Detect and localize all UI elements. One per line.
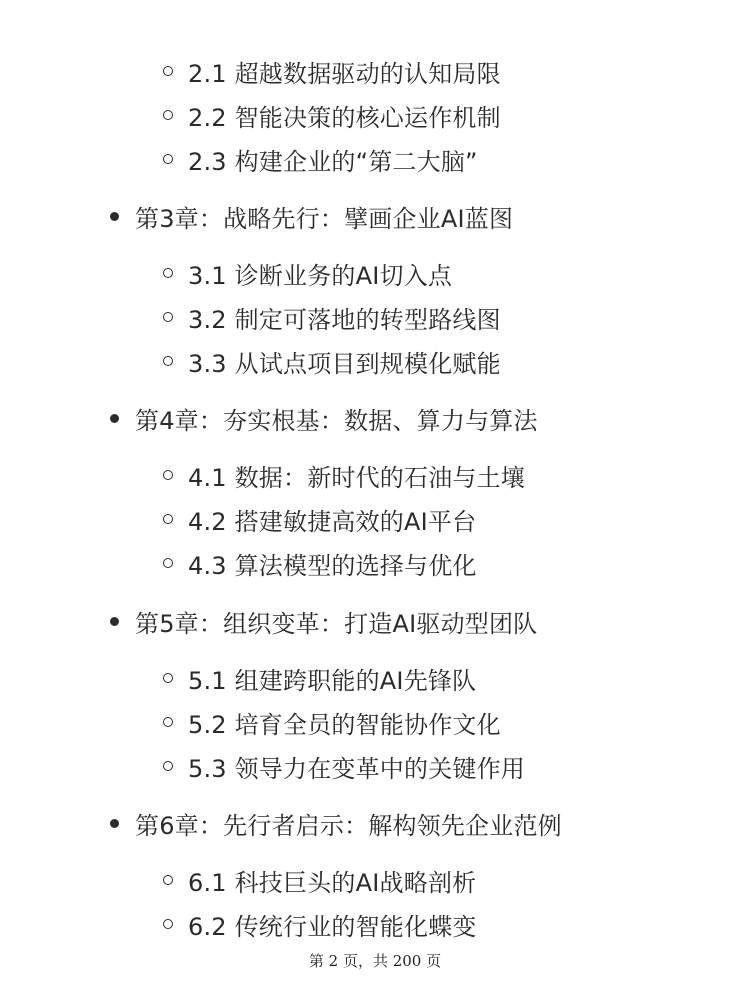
toc-item-text: 第4章：夯实根基：数据、算力与算法 [135, 406, 538, 435]
circle-bullet-icon [163, 875, 173, 885]
toc-section-3-3 [163, 341, 501, 381]
toc-section-6-1 [163, 860, 476, 900]
toc-section-6-2 [163, 904, 477, 944]
toc-item-text: 4.3 算法模型的选择与优化 [188, 551, 477, 580]
toc-chapter-3 [110, 196, 513, 236]
toc-section-5-2 [163, 702, 501, 742]
circle-bullet-icon [163, 154, 173, 164]
toc-item-text: 3.1 诊断业务的AI切入点 [188, 261, 453, 290]
toc-section-2-1 [163, 51, 501, 91]
toc-item-text: 2.3 构建企业的“第二大脑” [188, 147, 478, 176]
toc-item-text: 第3章：战略先行：擘画企业AI蓝图 [135, 204, 514, 233]
toc-section-2-2 [163, 95, 501, 135]
toc-section-4-1 [163, 455, 525, 495]
toc-section-2-3 [163, 139, 478, 179]
circle-bullet-icon [163, 717, 173, 727]
toc-section-4-2 [163, 499, 476, 539]
circle-bullet-icon [163, 312, 173, 322]
toc-chapter-4 [110, 398, 538, 438]
toc-item-text: 3.2 制定可落地的转型路线图 [188, 305, 501, 334]
circle-bullet-icon [163, 673, 173, 683]
toc-item-text: 第5章：组织变革：打造AI驱动型团队 [135, 609, 538, 638]
circle-bullet-icon [163, 268, 173, 278]
circle-bullet-icon [163, 470, 173, 480]
disc-bullet-icon [110, 212, 119, 221]
toc-item-text: 5.1 组建跨职能的AI先锋队 [188, 666, 477, 695]
toc-item-text: 2.1 超越数据驱动的认知局限 [188, 59, 501, 88]
toc-item-text: 3.3 从试点项目到规模化赋能 [188, 349, 501, 378]
toc-chapter-6 [110, 803, 562, 843]
disc-bullet-icon [110, 414, 119, 423]
circle-bullet-icon [163, 514, 173, 524]
circle-bullet-icon [163, 919, 173, 929]
toc-item-text: 2.2 智能决策的核心运作机制 [188, 103, 501, 132]
circle-bullet-icon [163, 66, 173, 76]
toc-item-text: 6.1 科技巨头的AI战略剖析 [188, 868, 477, 897]
toc-section-5-3 [163, 746, 525, 786]
circle-bullet-icon [163, 558, 173, 568]
toc-section-4-3 [163, 543, 477, 583]
circle-bullet-icon [163, 761, 173, 771]
toc-item-text: 6.2 传统行业的智能化蝶变 [188, 912, 477, 941]
toc-item-text: 5.3 领导力在变革中的关键作用 [188, 754, 525, 783]
circle-bullet-icon [163, 110, 173, 120]
toc-section-3-2 [163, 297, 501, 337]
disc-bullet-icon [110, 617, 119, 626]
page-number-footer: 第 2 页，共 200 页 [308, 952, 442, 970]
toc-section-5-1 [163, 658, 476, 698]
toc-item-text: 5.2 培育全员的智能协作文化 [188, 710, 501, 739]
toc-item-text: 第6章：先行者启示：解构领先企业范例 [135, 811, 562, 840]
disc-bullet-icon [110, 819, 119, 828]
toc-chapter-5 [110, 601, 537, 641]
circle-bullet-icon [163, 356, 173, 366]
toc-section-3-1 [163, 253, 452, 293]
toc-item-text: 4.2 搭建敏捷高效的AI平台 [188, 507, 477, 536]
toc-item-text: 4.1 数据：新时代的石油与土壤 [188, 463, 525, 492]
